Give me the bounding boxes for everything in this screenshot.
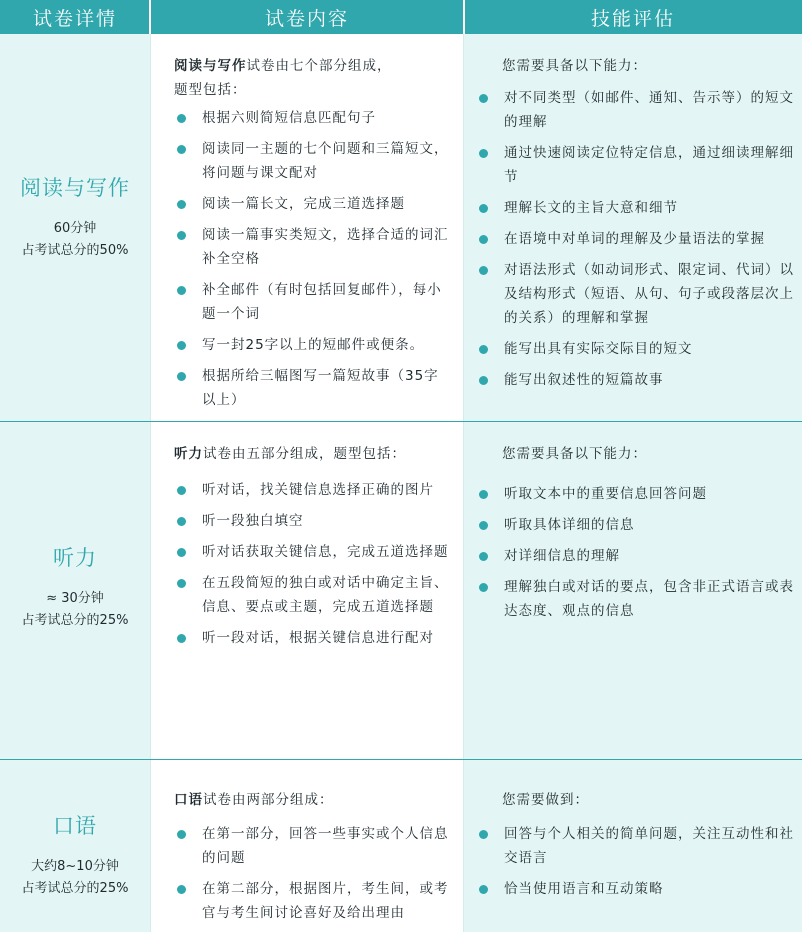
list-item: 补全邮件（有时包括回复邮件），每小题一个词	[174, 278, 450, 326]
list-item: 能写出叙述性的短篇故事	[476, 368, 794, 392]
section-intro-bold: 阅读与写作	[174, 58, 247, 74]
section-title: 听力	[53, 546, 97, 570]
bullet-icon	[479, 235, 488, 244]
list-item: 通过快速阅读定位特定信息，通过细读理解细节	[476, 141, 794, 189]
section-duration: 60分钟	[53, 221, 97, 236]
section-content-cell	[150, 760, 464, 932]
list-item: 听取文本中的重要信息回答问题	[476, 482, 794, 506]
section-skills-cell	[464, 34, 802, 422]
list-item: 听一段对话，根据关键信息进行配对	[174, 626, 450, 650]
list-item: 能写出具有实际交际目的短文	[476, 337, 794, 361]
skills-intro: 您需要具备以下能力：	[502, 446, 647, 462]
section-content-cell	[150, 34, 464, 422]
list-item: 根据六则简短信息匹配句子	[174, 106, 450, 130]
bullet-icon	[479, 583, 488, 592]
column-divider	[150, 422, 151, 760]
skills-list	[476, 482, 794, 630]
column-divider	[463, 34, 464, 422]
section-listening	[0, 422, 802, 760]
section-title: 口语	[53, 814, 97, 838]
bullet-icon	[479, 830, 488, 839]
section-intro-text: 试卷由五部分组成，题型包括：	[203, 446, 406, 462]
header-paper-content: 试卷内容	[264, 7, 349, 30]
section-duration: ≈ 30分钟	[46, 591, 104, 606]
list-item: 恰当使用语言和互动策略	[476, 877, 794, 901]
skills-intro: 您需要做到：	[502, 792, 589, 808]
skills-list	[476, 822, 794, 908]
list-item: 听对话，找关键信息选择正确的图片	[174, 478, 450, 502]
header-skill-assessment: 技能评估	[590, 7, 675, 30]
list-item: 阅读一篇事实类短文，选择合适的词汇补全空格	[174, 223, 450, 271]
section-intro-line2: 题型包括：	[174, 82, 247, 98]
section-skills-cell	[464, 422, 802, 760]
list-item: 对详细信息的理解	[476, 544, 794, 568]
bullet-icon	[479, 490, 488, 499]
section-intro	[174, 54, 454, 102]
list-item: 听一段独白填空	[174, 509, 450, 533]
list-item: 对不同类型（如邮件、通知、告示等）的短文的理解	[476, 86, 794, 134]
bullet-icon	[177, 145, 186, 154]
section-details-cell	[0, 34, 150, 422]
content-list	[174, 822, 450, 932]
column-divider	[463, 422, 464, 760]
section-intro	[174, 788, 458, 812]
list-item: 听取具体详细的信息	[476, 513, 794, 537]
header-divider	[149, 0, 151, 34]
section-weight: 占考试总分的25%	[21, 881, 129, 896]
section-intro	[174, 442, 458, 466]
bullet-icon	[479, 149, 488, 158]
bullet-icon	[177, 200, 186, 209]
bullet-icon	[177, 286, 186, 295]
content-list	[174, 478, 450, 657]
section-duration: 大约8~10分钟	[31, 859, 119, 874]
bullet-icon	[479, 204, 488, 213]
list-item: 写一封25字以上的短邮件或便条。	[174, 333, 450, 357]
bullet-icon	[177, 114, 186, 123]
bullet-icon	[479, 521, 488, 530]
bullet-icon	[177, 341, 186, 350]
bullet-icon	[177, 548, 186, 557]
bullet-icon	[479, 266, 488, 275]
section-intro-bold: 听力	[174, 446, 203, 462]
bullet-icon	[479, 376, 488, 385]
section-skills-cell	[464, 760, 802, 932]
list-item: 阅读同一主题的七个问题和三篇短文，将问题与课文配对	[174, 137, 450, 185]
content-list	[174, 106, 450, 419]
section-reading-writing	[0, 34, 802, 422]
section-intro-text: 试卷由两部分组成：	[203, 792, 334, 808]
bullet-icon	[479, 94, 488, 103]
section-weight: 占考试总分的25%	[21, 613, 129, 628]
bullet-icon	[479, 345, 488, 354]
section-content-cell	[150, 422, 464, 760]
list-item: 回答与个人相关的简单问题，关注互动性和社交语言	[476, 822, 794, 870]
bullet-icon	[177, 579, 186, 588]
section-intro-bold: 口语	[174, 792, 203, 808]
bullet-icon	[177, 885, 186, 894]
bullet-icon	[177, 372, 186, 381]
list-item: 在第二部分，根据图片，考生间，或考官与考生间讨论喜好及给出理由	[174, 877, 450, 925]
bullet-icon	[177, 486, 186, 495]
bullet-icon	[177, 830, 186, 839]
skills-list	[476, 86, 794, 399]
bullet-icon	[177, 231, 186, 240]
section-weight: 占考试总分的50%	[21, 243, 129, 258]
header-paper-details: 试卷详情	[32, 7, 117, 30]
list-item: 在五段简短的独白或对话中确定主旨、信息、要点或主题，完成五道选择题	[174, 571, 450, 619]
section-details-cell	[0, 422, 150, 760]
list-item: 根据所给三幅图写一篇短故事（35字以上）	[174, 364, 450, 412]
bullet-icon	[177, 517, 186, 526]
list-item: 在第一部分，回答一些事实或个人信息的问题	[174, 822, 450, 870]
list-item: 听对话获取关键信息，完成五道选择题	[174, 540, 450, 564]
list-item: 在语境中对单词的理解及少量语法的掌握	[476, 227, 794, 251]
table-header	[0, 0, 802, 34]
list-item: 理解独白或对话的要点，包含非正式语言或表达态度、观点的信息	[476, 575, 794, 623]
bullet-icon	[177, 634, 186, 643]
bullet-icon	[479, 552, 488, 561]
column-divider	[463, 760, 464, 932]
column-divider	[150, 34, 151, 422]
section-intro-text: 试卷由七个部分组成，	[246, 58, 392, 74]
column-divider	[150, 760, 151, 932]
list-item: 阅读一篇长文，完成三道选择题	[174, 192, 450, 216]
section-title: 阅读与写作	[20, 176, 130, 200]
list-item: 对语法形式（如动词形式、限定词、代词）以及结构形式（短语、从句、句子或段落层次上的关系）的理解和掌握	[476, 258, 794, 330]
list-item: 理解长文的主旨大意和细节	[476, 196, 794, 220]
header-divider	[463, 0, 465, 34]
section-details-cell	[0, 760, 150, 932]
section-speaking	[0, 760, 802, 932]
skills-intro: 您需要具备以下能力：	[502, 58, 647, 74]
bullet-icon	[479, 885, 488, 894]
